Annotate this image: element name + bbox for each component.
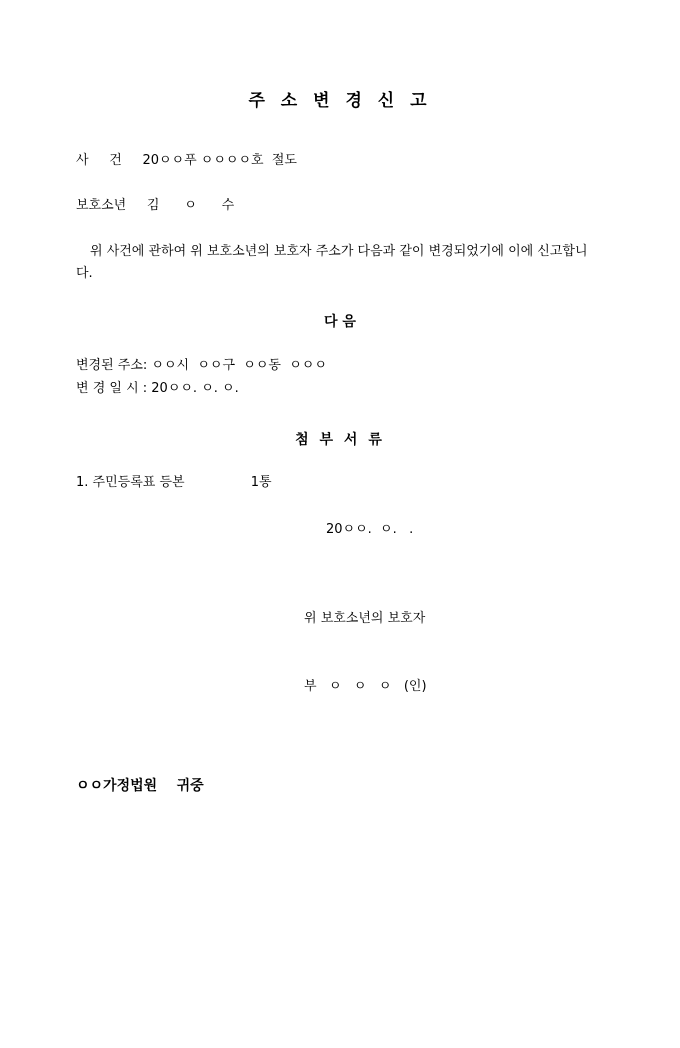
changed-address-line: 변경된 주소: ㅇㅇ시 ㅇㅇ구 ㅇㅇ동 ㅇㅇㅇ <box>76 358 327 374</box>
detail-block <box>76 355 604 401</box>
section-heading-attachments: 첨 부 서 류 <box>295 431 385 448</box>
signer-role-line: 위 보호소년의 보호자 <box>304 611 426 627</box>
signature-date-line: 20ㅇㅇ. ㅇ. . <box>326 521 414 537</box>
page-title: 주 소 변 경 신 고 <box>248 91 432 111</box>
change-date-line: 변 경 일 시 : 20ㅇㅇ. ㅇ. ㅇ. <box>76 380 239 396</box>
document-page <box>0 86 680 1048</box>
section-heading-da: 다 음 <box>324 314 356 331</box>
attachment-list-item: 1. 주민등록표 등본 1통 <box>76 474 272 490</box>
body-paragraph: 위 사건에 관하여 위 보호소년의 보호자 주소가 다음과 같이 변경되었기에 이에 신고합니다. <box>76 244 588 282</box>
signer-block <box>76 563 604 745</box>
court-addressee-line: ㅇㅇ가정법원 귀중 <box>76 777 204 794</box>
juvenile-name-line: 보호소년 김 ㅇ 수 <box>76 198 235 213</box>
signer-name-line: 부 ㅇ ㅇ ㅇ (인) <box>304 679 427 695</box>
case-number-line: 사 건 20ㅇㅇ푸 ㅇㅇㅇㅇ호 절도 <box>76 153 297 168</box>
